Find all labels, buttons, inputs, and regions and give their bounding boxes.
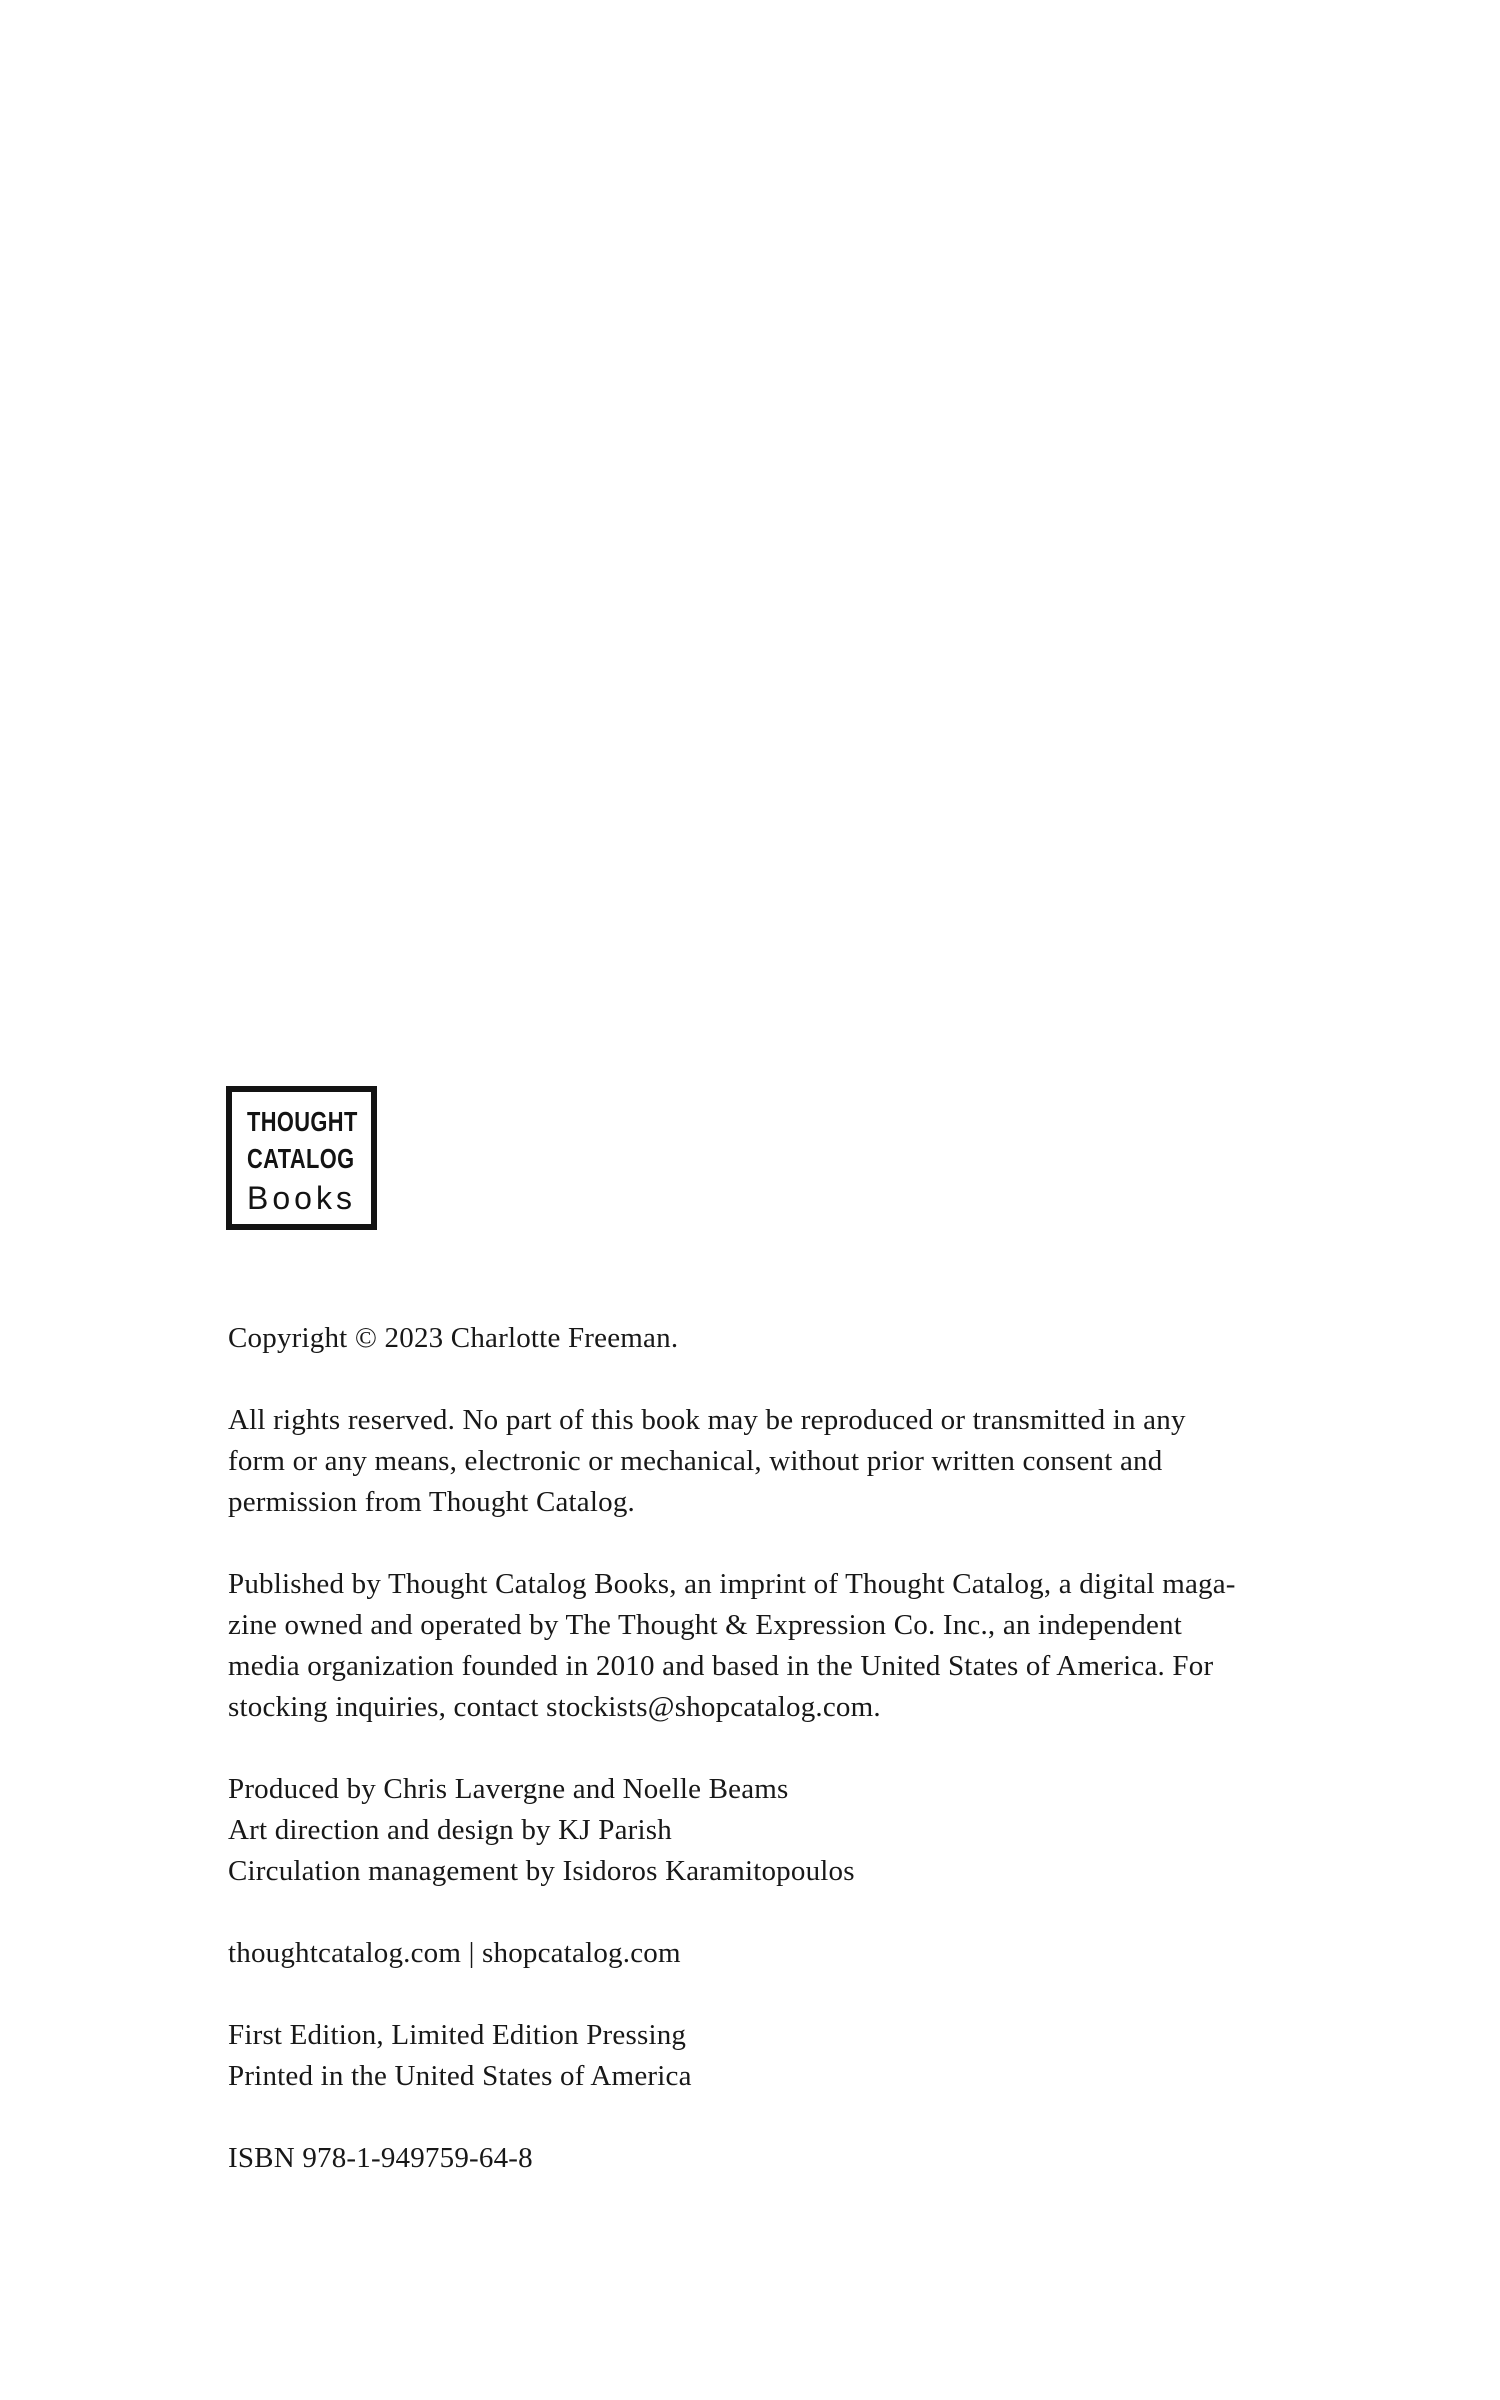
credits-line: Circulation management by Isidoros Karamitopoulos [228, 1855, 855, 1887]
publisher-line: zine owned and operated by The Thought & Expression Co. Inc., an independent [228, 1609, 1182, 1641]
logo-word-catalog: CATALOG [247, 1143, 355, 1174]
rights-line: form or any means, electronic or mechanical, without prior written consent and [228, 1445, 1163, 1477]
paragraph-copyright [228, 1318, 1388, 1359]
isbn-line: ISBN 978-1-949759-64-8 [228, 2142, 533, 2174]
paragraph-websites [228, 1933, 1388, 1974]
paragraph-edition [228, 2015, 1388, 2097]
paragraph-credits [228, 1769, 1388, 1892]
publisher-line: Published by Thought Catalog Books, an imprint of Thought Catalog, a digital maga- [228, 1568, 1236, 1600]
websites-line: thoughtcatalog.com | shopcatalog.com [228, 1937, 681, 1969]
paragraph-rights [228, 1400, 1388, 1523]
paragraph-publisher [228, 1564, 1388, 1728]
copyright-line: Copyright © 2023 Charlotte Freeman. [228, 1322, 679, 1354]
rights-line: permission from Thought Catalog. [228, 1486, 635, 1518]
logo-word-books: Books [247, 1180, 356, 1216]
publisher-line: media organization founded in 2010 and based in the United States of America. For [228, 1650, 1214, 1682]
credits-line: Produced by Chris Lavergne and Noelle Beams [228, 1773, 789, 1805]
rights-line: All rights reserved. No part of this book may be reproduced or transmitted in any [228, 1404, 1186, 1436]
publisher-line: stocking inquiries, contact stockists@shopcatalog.com. [228, 1691, 881, 1723]
logo-word-thought: THOUGHT [247, 1106, 358, 1137]
credits-line: Art direction and design by KJ Parish [228, 1814, 672, 1846]
edition-line: Printed in the United States of America [228, 2060, 692, 2092]
thought-catalog-books-logo [226, 1086, 377, 1230]
colophon [228, 1318, 1388, 2220]
paragraph-isbn [228, 2138, 1388, 2179]
edition-line: First Edition, Limited Edition Pressing [228, 2019, 687, 2051]
